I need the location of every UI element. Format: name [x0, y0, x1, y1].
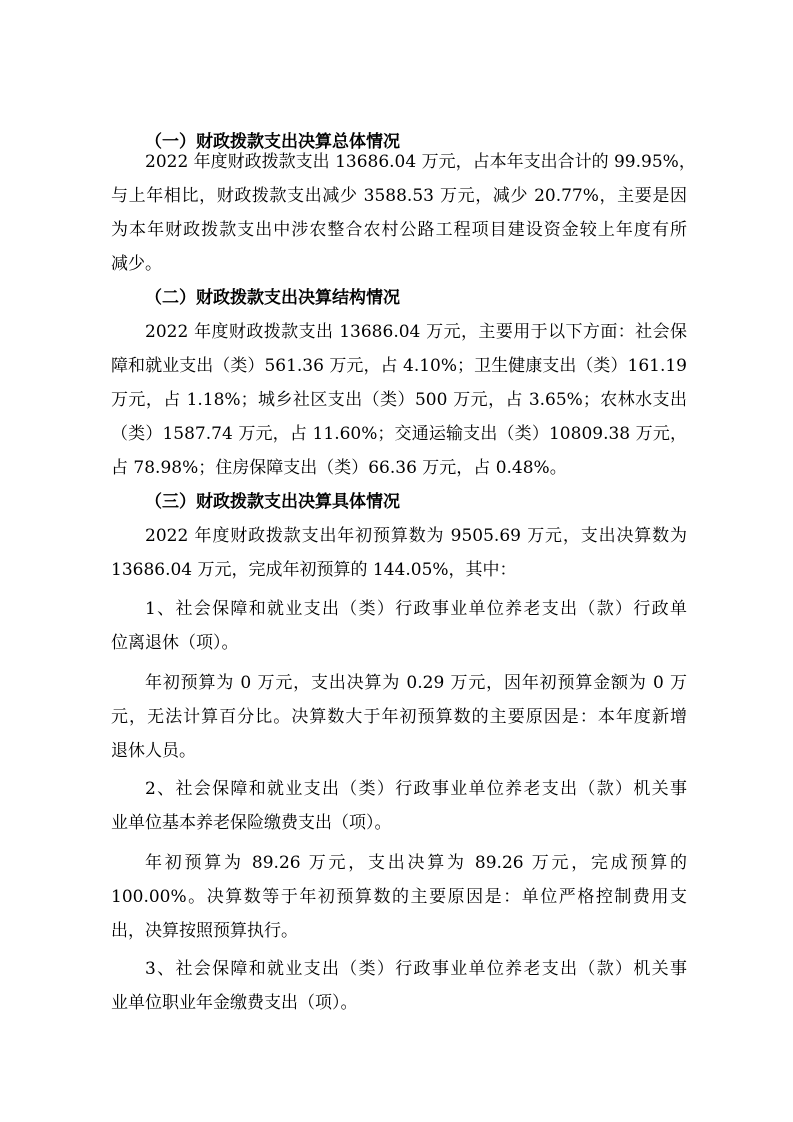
paragraph-line: 2022 年度财政拨款支出年初预算数为 9505.69 万元，支出决算数为: [145, 526, 687, 546]
section-heading-3: （三）财政拨款支出决算具体情况: [145, 492, 400, 512]
paragraph-line: 1、社会保障和就业支出（类）行政事业单位养老支出（款）行政单: [145, 599, 687, 619]
paragraph-line: 减少。: [111, 254, 162, 274]
paragraph-line: 3、社会保障和就业支出（类）行政事业单位养老支出（款）机关事: [145, 959, 687, 979]
paragraph-line: 出，决算按照预算执行。: [111, 921, 298, 941]
paragraph-line: 业单位基本养老保险缴费支出（项）。: [111, 813, 392, 833]
paragraph-line: 障和就业支出（类）561.36 万元，占 4.10%；卫生健康支出（类）161.19: [111, 356, 687, 376]
paragraph-line: 占 78.98%；住房保障支出（类）66.36 万元，占 0.48%。: [111, 458, 567, 478]
paragraph-line: 元，无法计算百分比。决算数大于年初预算数的主要原因是：本年度新增: [111, 707, 687, 727]
paragraph-line: 位离退休（项）。: [111, 633, 239, 653]
paragraph-line: 业单位职业年金缴费支出（项）。: [111, 993, 358, 1013]
paragraph-line: 年初预算为 89.26 万元，支出决算为 89.26 万元，完成预算的: [145, 853, 687, 873]
paragraph-line: 100.00%。决算数等于年初预算数的主要原因是：单位严格控制费用支: [111, 887, 687, 907]
paragraph-line: 与上年相比，财政拨款支出减少 3588.53 万元，减少 20.77%，主要是因: [111, 186, 687, 206]
paragraph-line: 13686.04 万元，完成年初预算的 144.05%，其中：: [111, 560, 517, 580]
paragraph-line: 年初预算为 0 万元，支出决算为 0.29 万元，因年初预算金额为 0 万: [145, 673, 687, 693]
paragraph-line: 2022 年度财政拨款支出 13686.04 万元，主要用于以下方面：社会保: [145, 322, 687, 342]
section-heading-1: （一）财政拨款支出决算总体情况: [145, 132, 400, 152]
paragraph-line: 2022 年度财政拨款支出 13686.04 万元，占本年支出合计的 99.95%，: [145, 152, 696, 172]
paragraph-line: 万元，占 1.18%；城乡社区支出（类）500 万元，占 3.65%；农林水支出: [111, 390, 687, 410]
paragraph-line: 退休人员。: [111, 741, 196, 761]
paragraph-line: 为本年财政拨款支出中涉农整合农村公路工程项目建设资金较上年度有所: [111, 220, 687, 240]
paragraph-line: 2、社会保障和就业支出（类）行政事业单位养老支出（款）机关事: [145, 779, 687, 799]
paragraph-line: （类）1587.74 万元，占 11.60%；交通运输支出（类）10809.38 万元，: [111, 424, 687, 444]
section-heading-2: （二）财政拨款支出决算结构情况: [145, 288, 400, 308]
